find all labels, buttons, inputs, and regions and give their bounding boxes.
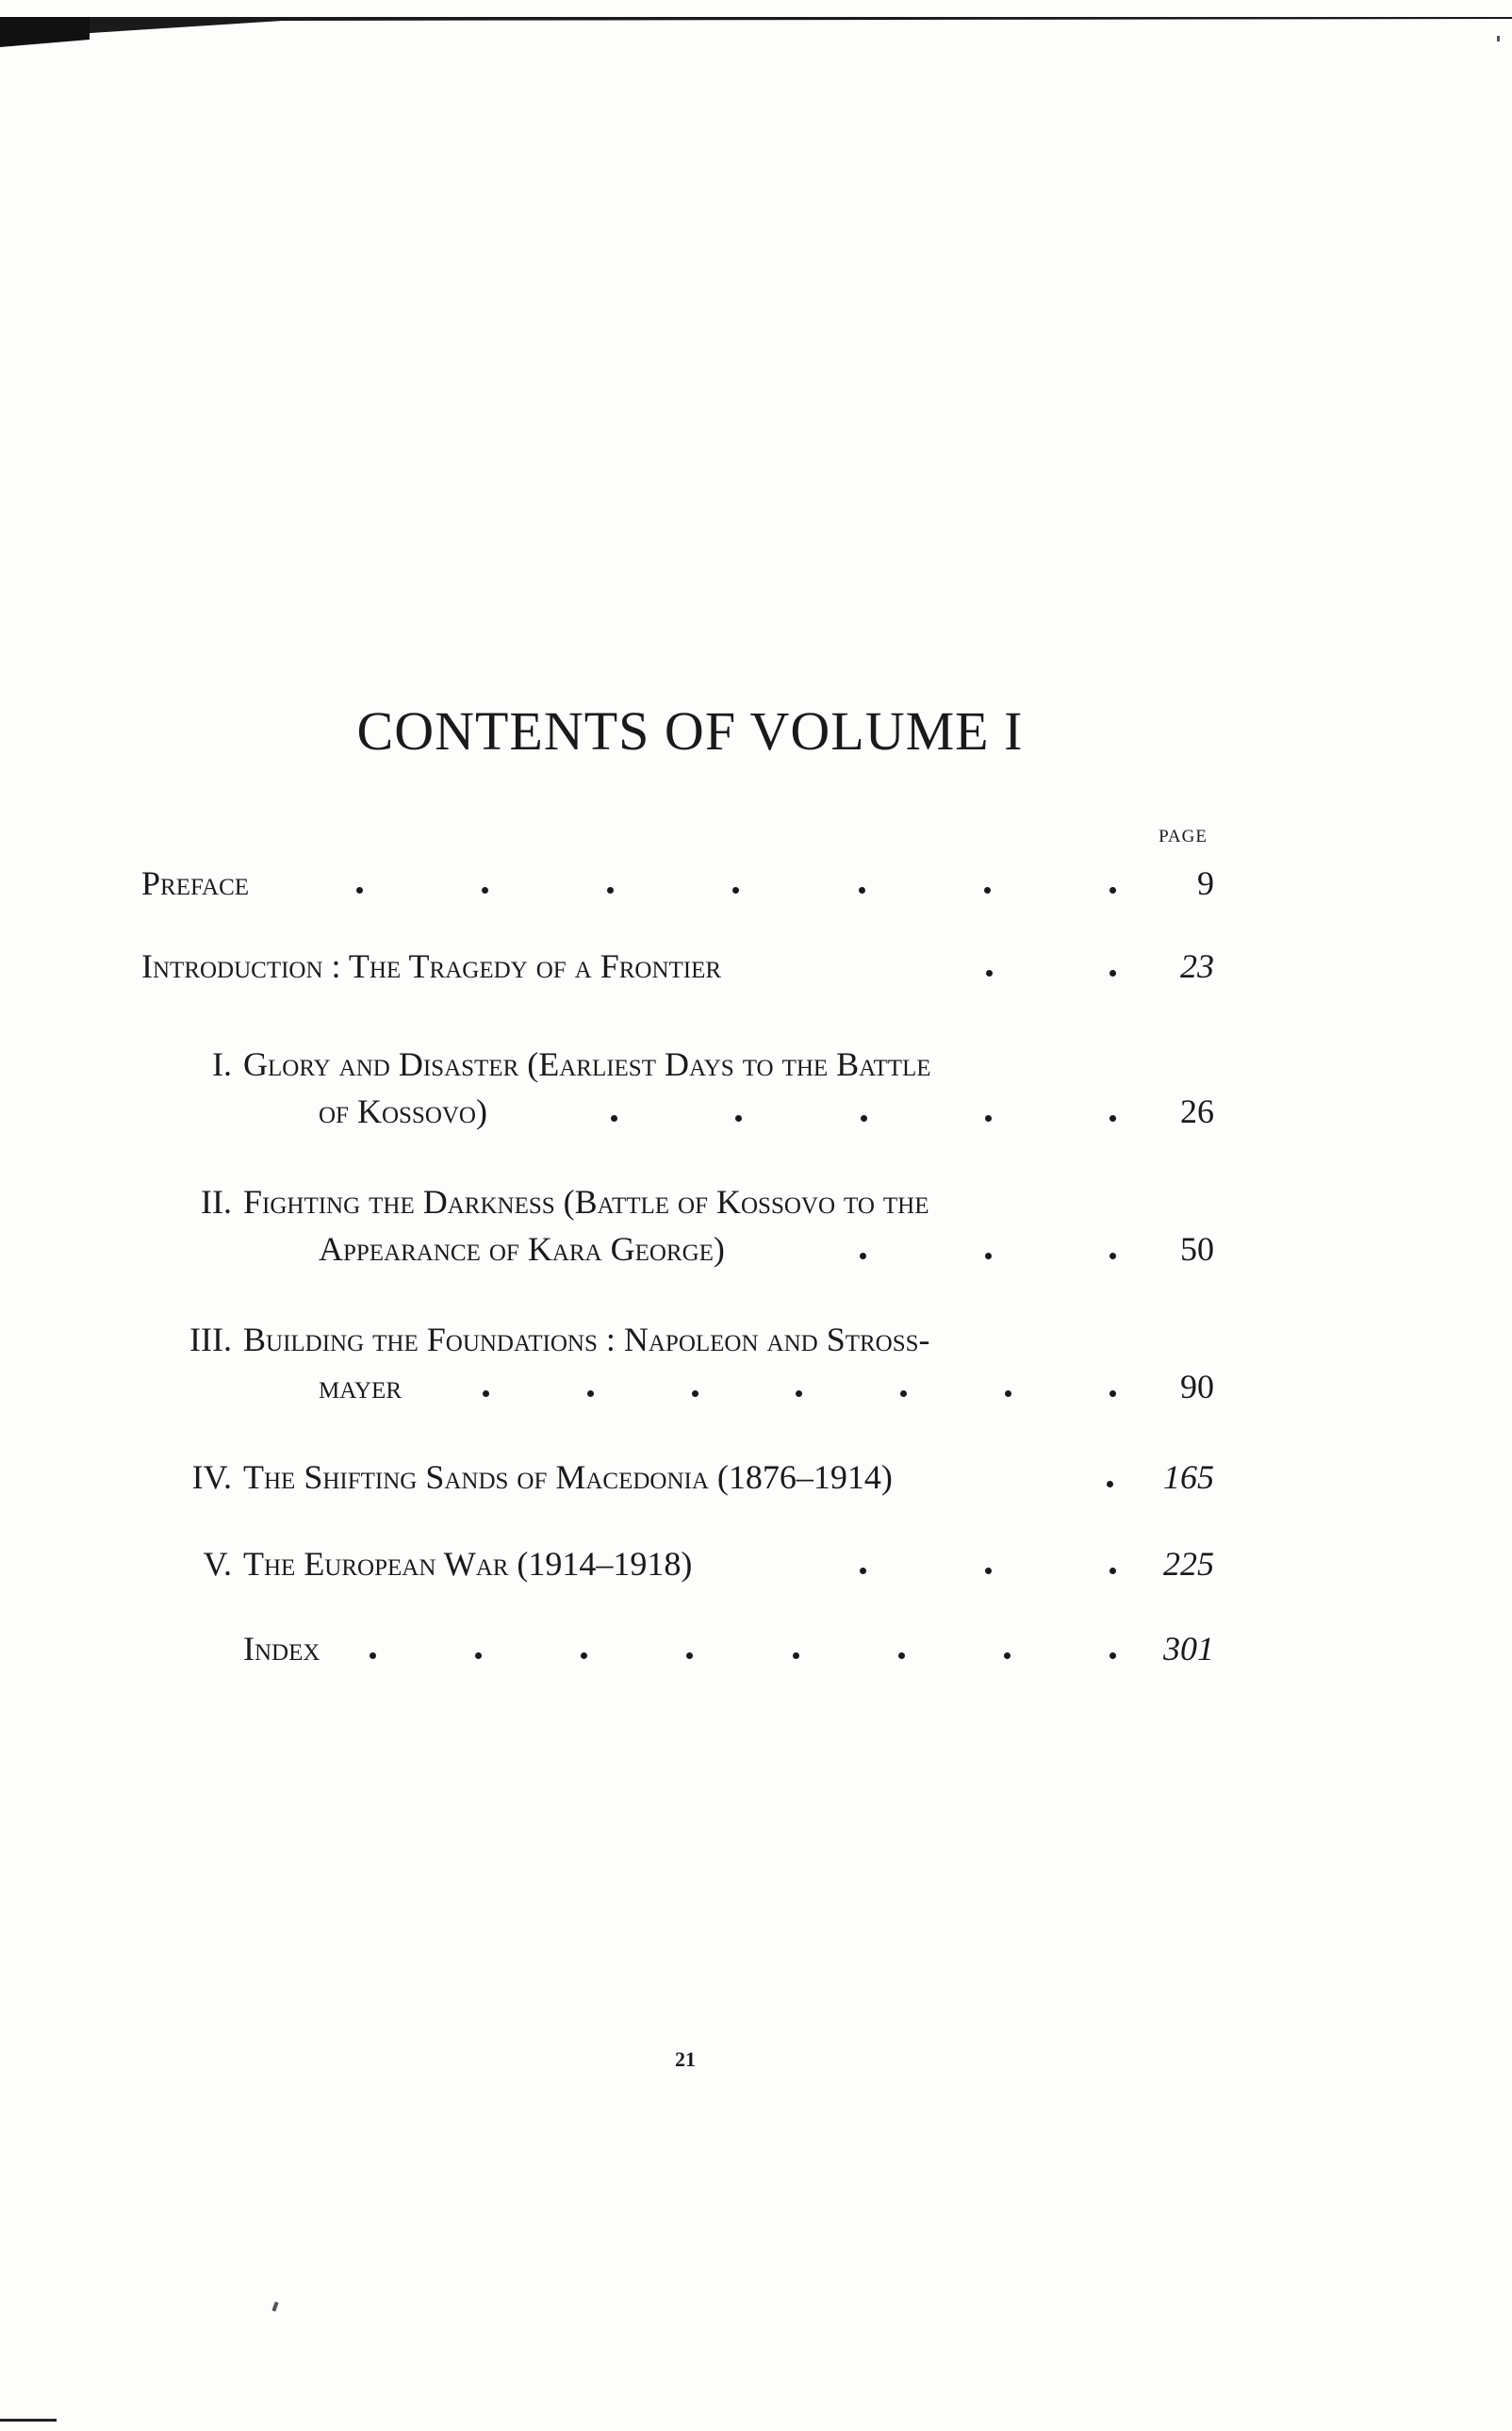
toc-entry-chapter-4	[0, 1454, 1512, 1501]
toc-entry-chapter-5	[0, 1540, 1512, 1587]
toc-entry-continuation: of Kossovo)	[319, 1092, 487, 1130]
toc-entry-page: 225	[1163, 1545, 1214, 1583]
toc-entry-chapter-1-continued	[0, 1088, 1512, 1135]
toc-entry-page: 23	[1180, 947, 1214, 985]
toc-entry-text: Introduction : The Tragedy of a Frontier	[141, 947, 722, 985]
toc-entry-text: Index	[243, 1630, 320, 1667]
toc-entry-index	[0, 1625, 1512, 1672]
toc-entry-page: 165	[1163, 1458, 1214, 1496]
toc-entry-page: 50	[1180, 1230, 1214, 1268]
dot-leader	[986, 943, 1116, 990]
dot-leader	[370, 1625, 1116, 1672]
page-column-label: PAGE	[1159, 827, 1208, 846]
scan-edge-mark	[0, 13, 1512, 51]
toc-entry-page: 26	[1180, 1092, 1214, 1130]
toc-entry-chapter-3-continued	[0, 1363, 1512, 1410]
toc-entry-continuation: Appearance of Kara George)	[319, 1230, 725, 1268]
toc-entry-introduction	[0, 943, 1512, 990]
toc-entry-page: 9	[1197, 864, 1214, 902]
toc-entry-text: Preface	[141, 864, 250, 902]
dot-leader	[860, 1540, 1116, 1587]
toc-entry-preface	[0, 860, 1512, 907]
toc-entry-numeral: IV.	[191, 1458, 232, 1496]
toc-entry-text: Glory and Disaster (Earliest Days to the Battle	[243, 1045, 931, 1083]
dot-leader	[356, 860, 1116, 907]
toc-entry-text: The European War (1914–1918)	[243, 1545, 693, 1583]
dot-leader	[611, 1088, 1116, 1135]
page-number: 21	[675, 2047, 696, 2071]
scan-speck	[1497, 36, 1500, 41]
dot-leader	[1107, 1454, 1116, 1501]
dot-leader	[860, 1225, 1116, 1273]
dot-leader	[483, 1363, 1116, 1410]
scan-speck	[271, 2302, 278, 2312]
toc-entry-numeral: I.	[212, 1045, 232, 1083]
toc-entry-chapter-3	[0, 1316, 1512, 1363]
toc-entry-page: 301	[1163, 1630, 1214, 1667]
toc-entry-text: Building the Foundations : Napoleon and Stross-	[243, 1321, 930, 1358]
toc-entry-chapter-2-continued	[0, 1225, 1512, 1273]
toc-entry-text: Fighting the Darkness (Battle of Kossovo to the	[243, 1183, 929, 1221]
page-title: CONTENTS OF VOLUME I	[356, 700, 1024, 762]
toc-entry-page: 90	[1180, 1368, 1214, 1405]
toc-entry-chapter-1	[0, 1041, 1512, 1088]
toc-entry-numeral: III.	[189, 1321, 232, 1358]
toc-entry-numeral: V.	[203, 1545, 232, 1583]
toc-entry-text: The Shifting Sands of Macedonia (1876–1914)	[243, 1458, 893, 1496]
scan-speck	[0, 2419, 57, 2422]
toc-entry-continuation: mayer	[319, 1368, 402, 1405]
toc-entry-numeral: II.	[201, 1183, 232, 1221]
toc-entry-chapter-2	[0, 1178, 1512, 1225]
